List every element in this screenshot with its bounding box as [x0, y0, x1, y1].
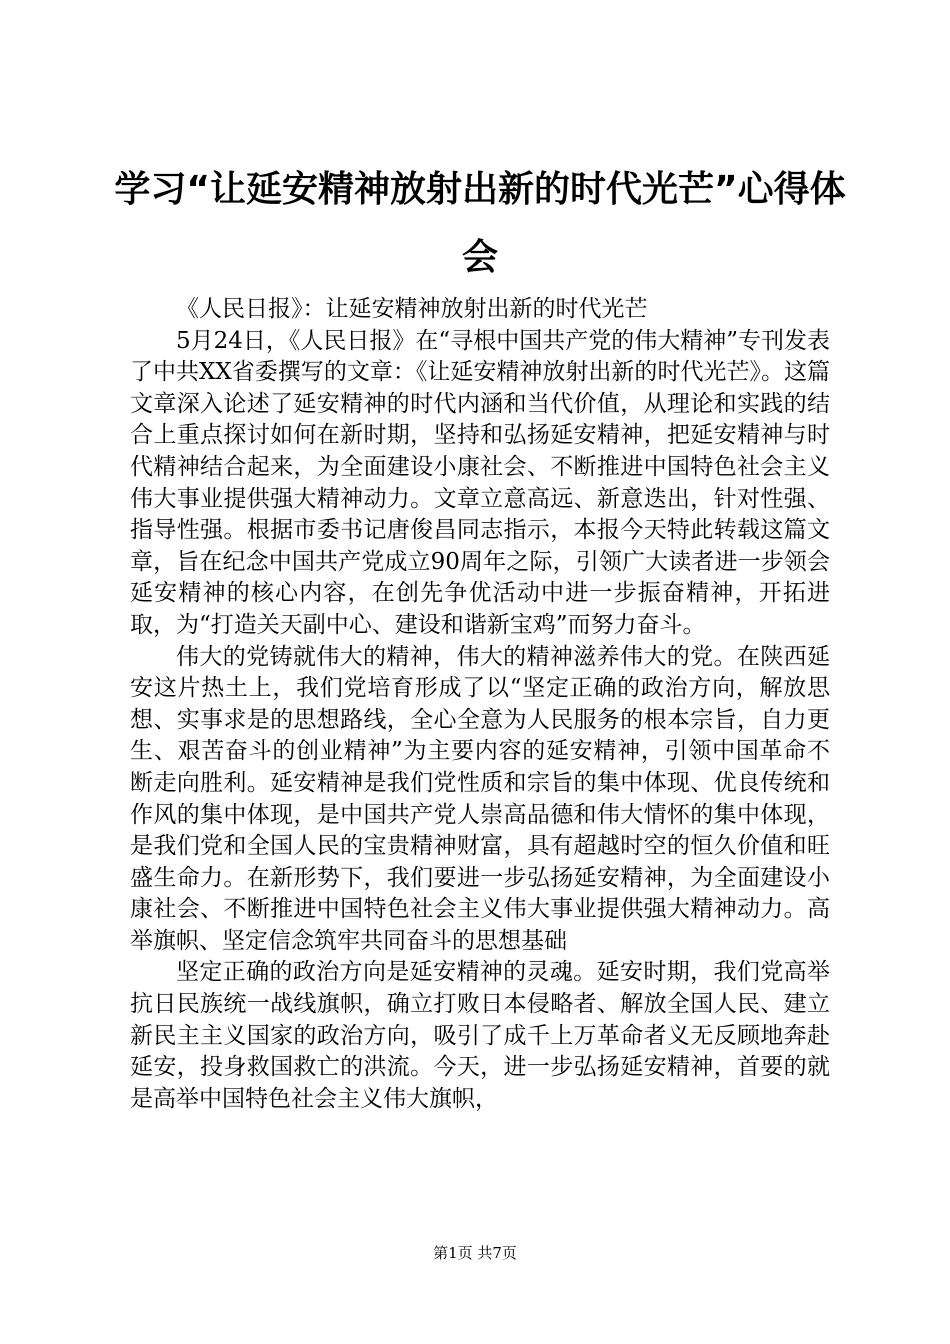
page-title: 学习“让延安精神放射出新的时代光芒”心得体会: [114, 169, 846, 278]
document-body: [130, 294, 830, 1115]
paragraph-political-direction: 坚定正确的政治方向是延安精神的灵魂。延安时期，我们党高举抗日民族统一战线旗帜，确立打败日本侵略者、解放全国人民、建立新民主主义国家的政治方向，吸引了成千上万革命者义无反顾地奔赴延安，投身救国救亡的洪流。今天，进一步弘扬延安精神，首要的就是高举中国特色社会主义伟大旗帜，: [130, 959, 830, 1112]
paragraph-intro: 5月24日，《人民日报》在“寻根中国共产党的伟大精神”专刊发表了中共XX省委撰写的文章：《让延安精神放射出新的时代光芒》。这篇文章深入论述了延安精神的时代内涵和当代价值，从理论和实践的结合上重点探讨如何在新时期，坚持和弘扬延安精神，把延安精神与时代精神结合起来，为全面建设小康社会、不断推进中国特色社会主义伟大事业提供强大精神动力。文章立意高远、新意迭出，针对性强、指导性强。根据市委书记唐俊昌同志指示，本报今天特此转载这篇文章，旨在纪念中国共产党成立90周年之际，引领广大读者进一步领会延安精神的核心内容，在创先争优活动中进一步振奋精神，开拓进取，为“打造关天副中心、建设和谐新宝鸡”而努力奋斗。: [130, 327, 830, 638]
paragraph-source: 《人民日报》：让延安精神放射出新的时代光芒: [176, 296, 648, 322]
paragraph-yanan-spirit: 伟大的党铸就伟大的精神，伟大的精神滋养伟大的党。在陕西延安这片热土上，我们党培育形成了以“坚定正确的政治方向，解放思想、实事求是的思想路线，全心全意为人民服务的根本宗旨，自力更生、艰苦奋斗的创业精神”为主要内容的延安精神，引领中国革命不断走向胜利。延安精神是我们党性质和宗旨的集中体现、优良传统和作风的集中体现，是中国共产党人崇高品德和伟大情怀的集中体现，是我们党和全国人民的宝贵精神财富，具有超越时空的恒久价值和旺盛生命力。在新形势下，我们要进一步弘扬延安精神，为全面建设小康社会、不断推进中国特色社会主义伟大事业提供强大精神动力。高举旗帜、坚定信念筑牢共同奋斗的思想基础: [130, 643, 830, 954]
page-number: 第1页 共7页: [433, 1244, 517, 1262]
